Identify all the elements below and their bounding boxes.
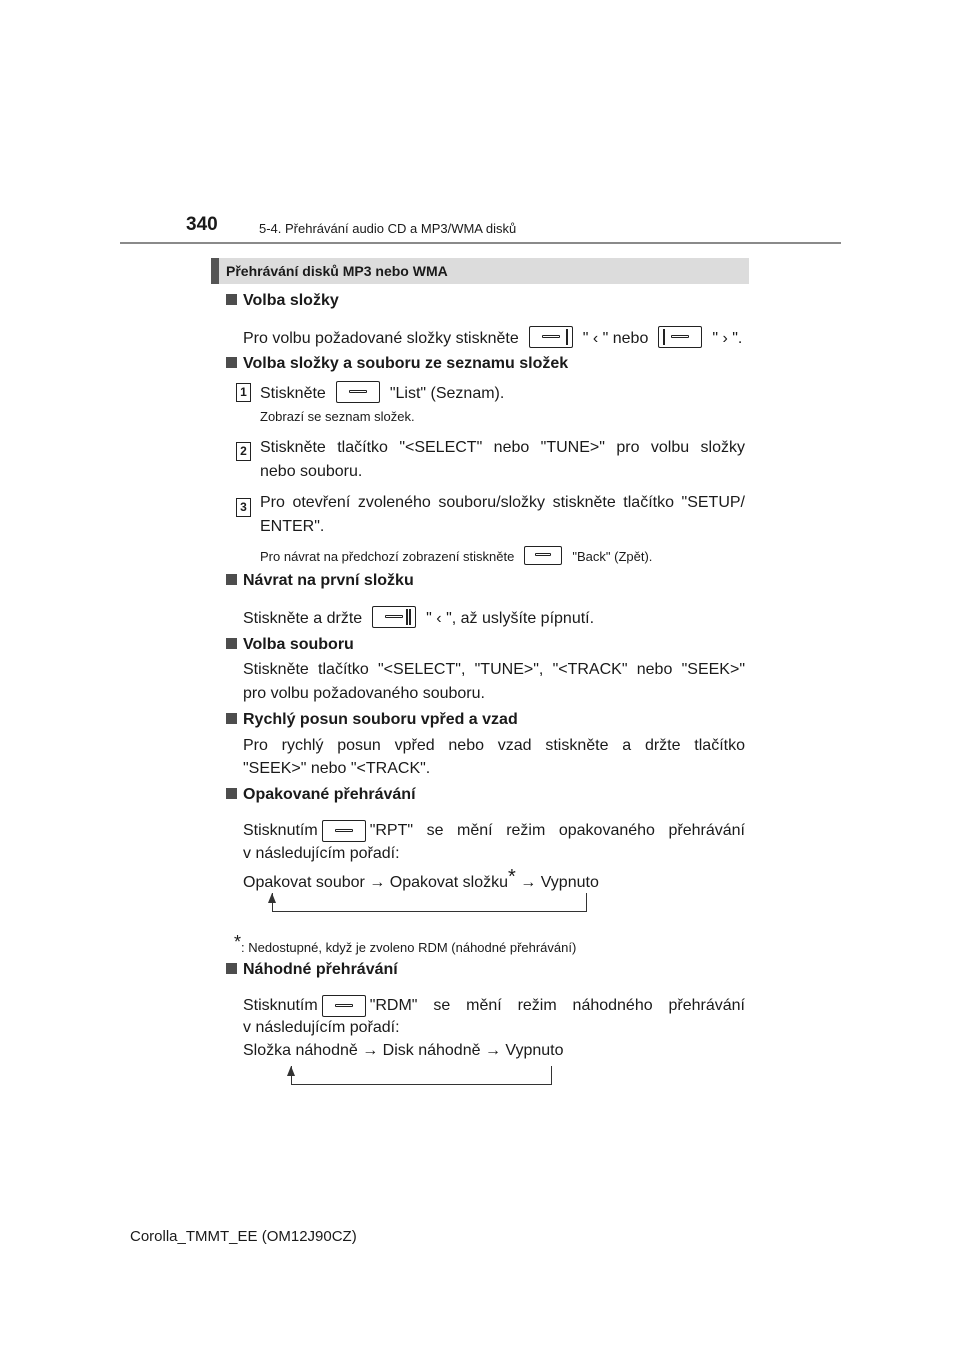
volba-souboru-line-2: pro volbu požadovaného souboru. bbox=[243, 685, 485, 702]
heading-volba-ze-seznamu: Volba složky a souboru ze seznamu složek bbox=[226, 355, 568, 373]
step-number-3: 3 bbox=[236, 498, 251, 517]
heading-navrat: Návrat na první složku bbox=[226, 572, 414, 590]
repeat-cycle-line bbox=[272, 893, 587, 912]
folder-down-button-icon bbox=[529, 326, 573, 348]
step-3-note: Pro návrat na předchozí zobrazení stiskněte "Back" (Zpět). bbox=[260, 546, 652, 565]
document-footer: Corolla_TMMT_EE (OM12J90CZ) bbox=[130, 1228, 357, 1245]
repeat-sequence: Opakovat soubor → Opakovat složku* → Vypnuto bbox=[243, 866, 599, 891]
folder-up-button-icon bbox=[658, 326, 702, 348]
step-number-2: 2 bbox=[236, 442, 251, 461]
random-cycle-line bbox=[291, 1066, 552, 1085]
opakovane-line-1: Stisknutím "RPT" se mění režim opakovaného přehrávání bbox=[243, 820, 745, 842]
square-bullet-icon bbox=[226, 713, 237, 724]
step-number-1: 1 bbox=[236, 383, 251, 402]
paragraph-navrat: Stiskněte a držte " ‹ ", až uslyšíte pípnutí. bbox=[243, 606, 594, 628]
section-title: Přehrávání disků MP3 nebo WMA bbox=[211, 258, 749, 284]
square-bullet-icon bbox=[226, 788, 237, 799]
heading-volba-souboru: Volba souboru bbox=[226, 636, 354, 654]
nahodne-line-2: v následujícím pořadí: bbox=[243, 1019, 400, 1036]
rpt-button-icon bbox=[322, 820, 366, 842]
step-2-line-1: Stiskněte tlačítko "<SELECT" nebo "TUNE>" pro volbu složky bbox=[260, 439, 745, 456]
breadcrumb: 5-4. Přehrávání audio CD a MP3/WMA disků bbox=[259, 221, 517, 236]
page-number: 340 bbox=[186, 214, 218, 235]
square-bullet-icon bbox=[226, 574, 237, 585]
cycle-arrow-icon bbox=[287, 1066, 295, 1076]
heading-nahodne: Náhodné přehrávání bbox=[226, 961, 398, 979]
heading-rychly-posun: Rychlý posun souboru vpřed a vzad bbox=[226, 711, 518, 729]
square-bullet-icon bbox=[226, 638, 237, 649]
random-sequence: Složka náhodně → Disk náhodně → Vypnuto bbox=[243, 1042, 564, 1059]
step-1-text: Stiskněte "List" (Seznam). bbox=[260, 381, 504, 403]
cycle-arrow-icon bbox=[268, 893, 276, 903]
paragraph-volba-slozky: Pro volbu požadované složky stiskněte " ‹ " nebo " › ". bbox=[243, 326, 742, 348]
step-2-line-2: nebo souboru. bbox=[260, 463, 363, 480]
nahodne-line-1: Stisknutím "RDM" se mění režim náhodného přehrávání bbox=[243, 995, 745, 1017]
step-1-note: Zobrazí se seznam složek. bbox=[260, 409, 415, 424]
step-3-line-1: Pro otevření zvoleného souboru/složky stiskněte tlačítko "SETUP/ bbox=[260, 494, 745, 511]
rychly-posun-line-2: "SEEK>" nebo "<TRACK". bbox=[243, 760, 431, 777]
header-divider bbox=[120, 242, 841, 244]
opakovane-line-2: v následujícím pořadí: bbox=[243, 845, 400, 862]
square-bullet-icon bbox=[226, 357, 237, 368]
back-button-icon bbox=[524, 546, 562, 565]
rdm-button-icon bbox=[322, 995, 366, 1017]
folder-down-button-icon bbox=[372, 606, 416, 628]
step-3-line-2: ENTER". bbox=[260, 518, 325, 535]
square-bullet-icon bbox=[226, 294, 237, 305]
volba-souboru-line-1: Stiskněte tlačítko "<SELECT", "TUNE>", "<TRACK" nebo "SEEK>" bbox=[243, 661, 745, 678]
heading-volba-slozky: Volba složky bbox=[226, 292, 339, 310]
list-button-icon bbox=[336, 381, 380, 403]
square-bullet-icon bbox=[226, 963, 237, 974]
footnote: *: Nedostupné, když je zvoleno RDM (náhodné přehrávání) bbox=[234, 932, 577, 955]
rychly-posun-line-1: Pro rychlý posun vpřed nebo vzad stiskněte a držte tlačítko bbox=[243, 737, 745, 754]
heading-opakovane: Opakované přehrávání bbox=[226, 786, 416, 804]
